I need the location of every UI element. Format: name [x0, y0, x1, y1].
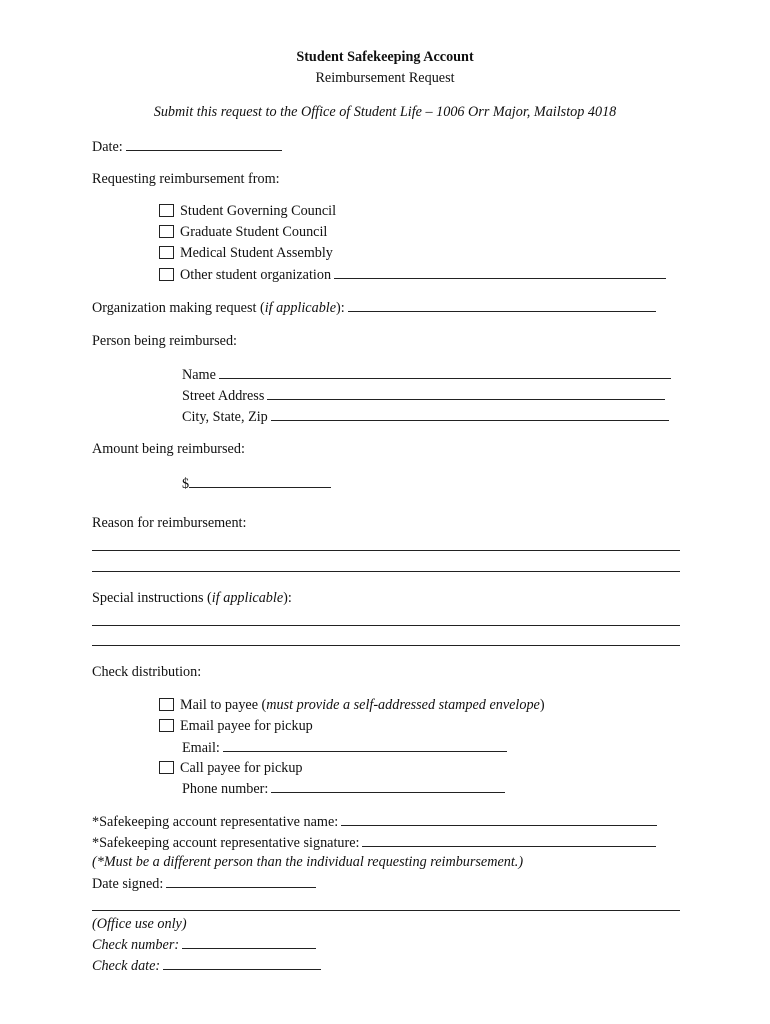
- mail-note: must provide a self-addressed stamped envelope: [266, 697, 540, 713]
- name-row: [182, 365, 671, 384]
- option-graduate-student-council: [159, 223, 327, 241]
- check-number-label: Check number:: [92, 937, 180, 953]
- other-organization-field[interactable]: [334, 265, 666, 279]
- call-pickup-label: Call payee for pickup: [180, 760, 303, 776]
- option-medical-student-assembly: [159, 244, 333, 262]
- organization-row: [92, 298, 656, 317]
- email-row: [182, 738, 507, 757]
- currency-symbol: $: [182, 476, 190, 492]
- check-date-field[interactable]: [163, 956, 321, 970]
- checkbox-email-pickup[interactable]: [159, 719, 174, 732]
- rep-name-field[interactable]: [341, 812, 657, 826]
- organization-label: Organization making request (: [92, 300, 265, 316]
- date-signed-label: Date signed:: [92, 876, 164, 892]
- reason-label: Reason for reimbursement:: [92, 515, 247, 531]
- option-call-pickup: [159, 759, 303, 777]
- email-pickup-label: Email payee for pickup: [180, 718, 313, 734]
- city-label: City, State, Zip: [182, 409, 268, 425]
- amount-label: Amount being reimbursed:: [92, 441, 245, 457]
- check-date-label: Check date:: [92, 958, 161, 974]
- email-field[interactable]: [223, 738, 507, 752]
- checkbox-call-pickup[interactable]: [159, 761, 174, 774]
- rep-signature-label: *Safekeeping account representative signature:: [92, 835, 360, 851]
- special-line-2[interactable]: [92, 645, 680, 646]
- special-label-suffix: ):: [283, 590, 292, 606]
- check-date-row: [92, 956, 321, 975]
- distribution-label: Check distribution:: [92, 664, 202, 680]
- checkbox-graduate-student-council[interactable]: [159, 225, 174, 238]
- phone-label: Phone number:: [182, 781, 269, 797]
- rep-note: (*Must be a different person than the individual requesting reimbursement.): [92, 854, 524, 870]
- person-label: Person being reimbursed:: [92, 333, 237, 349]
- checkbox-medical-student-assembly[interactable]: [159, 246, 174, 259]
- organization-label-italic: if applicable: [264, 300, 337, 316]
- mail-label: Mail to payee (: [180, 697, 267, 713]
- form-subtitle: Reimbursement Request: [315, 70, 455, 86]
- phone-row: [182, 779, 505, 798]
- name-label: Name: [182, 367, 216, 383]
- option-other-student-organization: [159, 265, 666, 284]
- email-label: Email:: [182, 740, 220, 756]
- date-field[interactable]: [126, 137, 282, 151]
- street-row: [182, 386, 665, 405]
- special-instructions-row: [92, 589, 292, 607]
- checkbox-other-student-organization[interactable]: [159, 268, 174, 281]
- option-email-pickup: [159, 717, 313, 735]
- amount-row: [182, 474, 331, 493]
- submission-instruction: Submit this request to the Office of Student Life – 1006 Orr Major, Mailstop 4018: [153, 104, 617, 120]
- phone-field[interactable]: [271, 779, 505, 793]
- special-label-italic: if applicable: [211, 590, 284, 606]
- reimburse-from-label: Requesting reimbursement from:: [92, 171, 280, 187]
- check-number-row: [92, 935, 316, 954]
- reason-line-1[interactable]: [92, 550, 680, 551]
- checkbox-student-governing-council[interactable]: [159, 204, 174, 217]
- checkbox-mail-to-payee[interactable]: [159, 698, 174, 711]
- amount-field[interactable]: [189, 474, 331, 488]
- option-label: Graduate Student Council: [180, 224, 328, 240]
- option-label: Other student organization: [180, 267, 332, 283]
- date-signed-row: [92, 874, 316, 893]
- option-label: Medical Student Assembly: [180, 245, 333, 261]
- rep-name-row: [92, 812, 657, 831]
- city-row: [182, 407, 669, 426]
- mail-close: ): [539, 697, 545, 713]
- organization-label-suffix: ):: [336, 300, 345, 316]
- option-mail-to-payee: [159, 696, 545, 714]
- option-student-governing-council: [159, 202, 336, 220]
- check-number-field[interactable]: [182, 935, 316, 949]
- date-signed-field[interactable]: [166, 874, 316, 888]
- rep-name-label: *Safekeeping account representative name:: [92, 814, 339, 830]
- street-label: Street Address: [182, 388, 265, 404]
- street-field[interactable]: [267, 386, 665, 400]
- date-label: Date:: [92, 139, 123, 155]
- rep-signature-field[interactable]: [362, 833, 656, 847]
- rep-signature-row: [92, 833, 656, 852]
- form-title: Student Safekeeping Account: [296, 49, 474, 65]
- special-line-1[interactable]: [92, 625, 680, 626]
- office-use-label: (Office use only): [92, 916, 187, 932]
- special-label: Special instructions (: [92, 590, 212, 606]
- organization-field[interactable]: [348, 298, 656, 312]
- name-field[interactable]: [219, 365, 671, 379]
- reason-line-2[interactable]: [92, 571, 680, 572]
- option-label: Student Governing Council: [180, 203, 337, 219]
- city-field[interactable]: [271, 407, 669, 421]
- office-divider: [92, 910, 680, 911]
- date-row: [92, 137, 282, 156]
